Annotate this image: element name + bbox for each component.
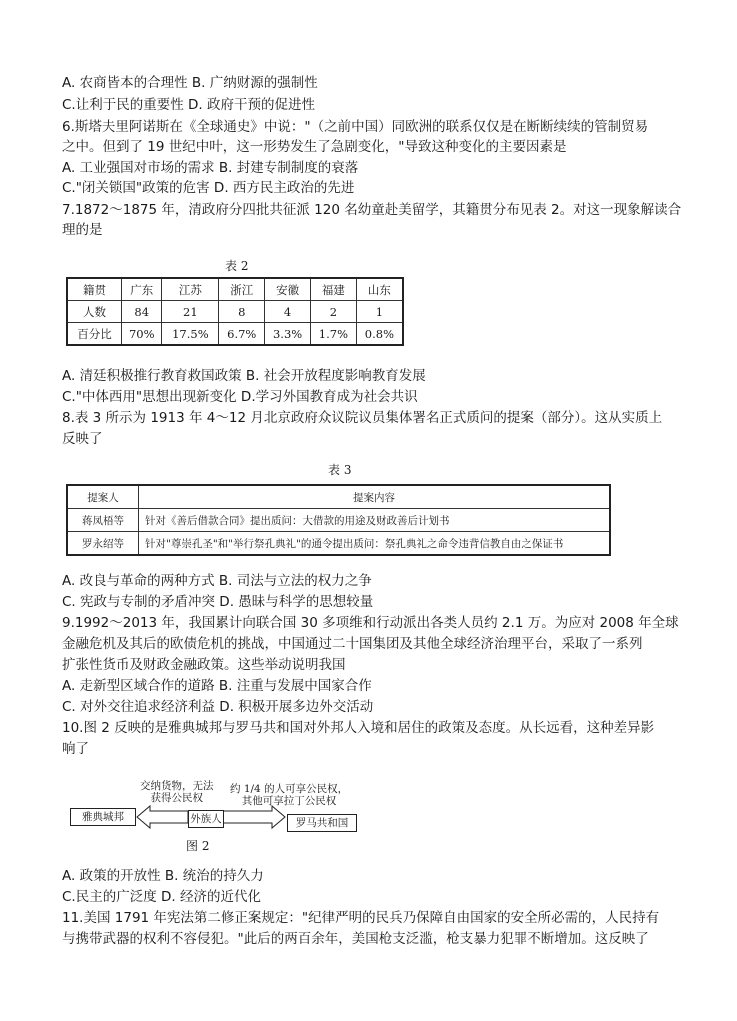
table-cell: 安徽 — [265, 278, 311, 301]
option-line: C."中体西用"思想出现新变化 D.学习外国教育成为社会共识 — [62, 389, 418, 405]
table-cell: 17.5% — [162, 323, 219, 346]
question-7-text: 7.1872～1875 年，清政府分四批共征派 120 名幼童赴美留学，其籍贯分布见表 2。对这一现象解读合 — [62, 202, 682, 218]
arrow-to-rome — [221, 806, 285, 828]
table-cell: 蒋凤梧等 — [67, 509, 139, 532]
table-cell: 21 — [162, 301, 219, 323]
table-cell: 0.8% — [356, 323, 403, 346]
table-cell: 江苏 — [162, 278, 219, 301]
athens-box: 雅典城邦 — [70, 808, 136, 826]
question-6-text: 之中。但到了 19 世纪中叶，这一形势发生了急剧变化，"导致这种变化的主要因素是 — [62, 139, 567, 155]
figure-2-caption: 图 2 — [186, 839, 210, 853]
table-cell: 提案内容 — [139, 485, 611, 509]
option-line: C. 宪政与专制的矛盾冲突 D. 愚昧与科学的思想较量 — [62, 594, 374, 610]
option-line: A. 清廷积极推行教育救国政策 B. 社会开放程度影响教育发展 — [62, 368, 426, 384]
question-10-text: 响了 — [62, 741, 89, 757]
foreigner-box: 外族人 — [188, 810, 224, 828]
question-6-text: 6.斯塔夫里阿诺斯在《全球通史》中说："（之前中国）同欧洲的联系仅仅是在断断续续的管制贸易 — [62, 119, 649, 135]
option-line: A. 政策的开放性 B. 统治的持久力 — [62, 868, 264, 884]
option-line: A. 改良与革命的两种方式 B. 司法与立法的权力之争 — [62, 573, 372, 589]
table-cell: 1.7% — [311, 323, 357, 346]
arrow-to-athens — [137, 806, 188, 828]
option-line: A. 农商皆本的合理性 B. 广纳财源的强制性 — [62, 75, 318, 91]
option-line: C.民主的广泛度 D. 经济的近代化 — [62, 889, 261, 905]
rome-box: 罗马共和国 — [287, 814, 357, 832]
question-10-text: 10.图 2 反映的是雅典城邦与罗马共和国对外邦人入境和居住的政策及态度。从长远看，这种差异影 — [62, 720, 655, 736]
athens-note — [140, 780, 214, 804]
table-cell: 84 — [122, 301, 162, 323]
question-9-text: 扩张性货币及财政金融政策。这些举动说明我国 — [62, 657, 346, 673]
table-cell: 针对"尊崇孔圣"和"举行祭孔典礼"的通令提出质问：祭孔典礼之命令违背信教自由之保证书 — [139, 532, 611, 556]
rome-note-line: 其他可享拉丁公民权 — [241, 795, 337, 807]
table-cell: 3.3% — [265, 323, 311, 346]
table-cell: 山东 — [356, 278, 403, 301]
table-cell: 针对《善后借款合同》提出质问：大借款的用途及财政善后计划书 — [139, 509, 611, 532]
question-9-text: 金融危机及其后的欧债危机的挑战，中国通过二十国集团及其他全球经济治理平台，采取了一系列 — [62, 636, 643, 652]
table-cell: 1 — [356, 301, 403, 323]
question-7-text: 理的是 — [62, 222, 103, 238]
question-11-text: 与携带武器的权利不容侵犯。"此后的两百余年，美国枪支泛滥，枪支暴力犯罪不断增加。这反映了 — [62, 931, 649, 947]
table-cell: 福建 — [311, 278, 357, 301]
option-line: C. 对外交往追求经济利益 D. 积极开展多边外交活动 — [62, 699, 374, 715]
table-cell: 广东 — [122, 278, 162, 301]
table-cell: 人数 — [67, 301, 122, 323]
table-cell: 4 — [265, 301, 311, 323]
table-cell: 70% — [122, 323, 162, 346]
option-line: C.让利于民的重要性 D. 政府干预的促进性 — [62, 97, 315, 113]
table-cell: 浙江 — [219, 278, 265, 301]
table-cell: 6.7% — [219, 323, 265, 346]
table-cell: 8 — [219, 301, 265, 323]
athens-note-line: 交纳货物，无法 — [140, 780, 214, 792]
option-line: A. 工业强国对市场的需求 B. 封建专制制度的衰落 — [62, 160, 359, 176]
rome-note-line: 约 1/4 的人可享公民权， — [230, 783, 349, 795]
option-line: C."闭关锁国"政策的危害 D. 西方民主政治的先进 — [62, 180, 355, 196]
table-cell: 百分比 — [67, 323, 122, 346]
option-line: A. 走新型区域合作的道路 B. 注重与发展中国家合作 — [62, 678, 372, 694]
table-2-caption: 表 2 — [225, 259, 249, 273]
table-cell: 2 — [311, 301, 357, 323]
athens-note-line: 获得公民权 — [150, 792, 203, 804]
table-cell: 籍贯 — [67, 278, 122, 301]
rome-note — [230, 783, 348, 807]
question-8-text: 8.表 3 所示为 1913 年 4～12 月北京政府众议院议员集体署名正式质问的提案（部分）。这从实质上 — [62, 410, 663, 426]
question-11-text: 11.美国 1791 年宪法第二修正案规定："纪律严明的民兵乃保障自由国家的安全所必需的，人民持有 — [62, 910, 660, 926]
question-8-text: 反映了 — [62, 431, 103, 447]
question-9-text: 9.1992～2013 年，我国累计向联合国 30 多项维和行动派出各类人员约 2.1 万。为应对 2008 年全球 — [62, 615, 679, 631]
table-cell: 提案人 — [67, 485, 139, 509]
table-3-caption: 表 3 — [328, 463, 352, 477]
table-cell: 罗永绍等 — [67, 532, 139, 556]
